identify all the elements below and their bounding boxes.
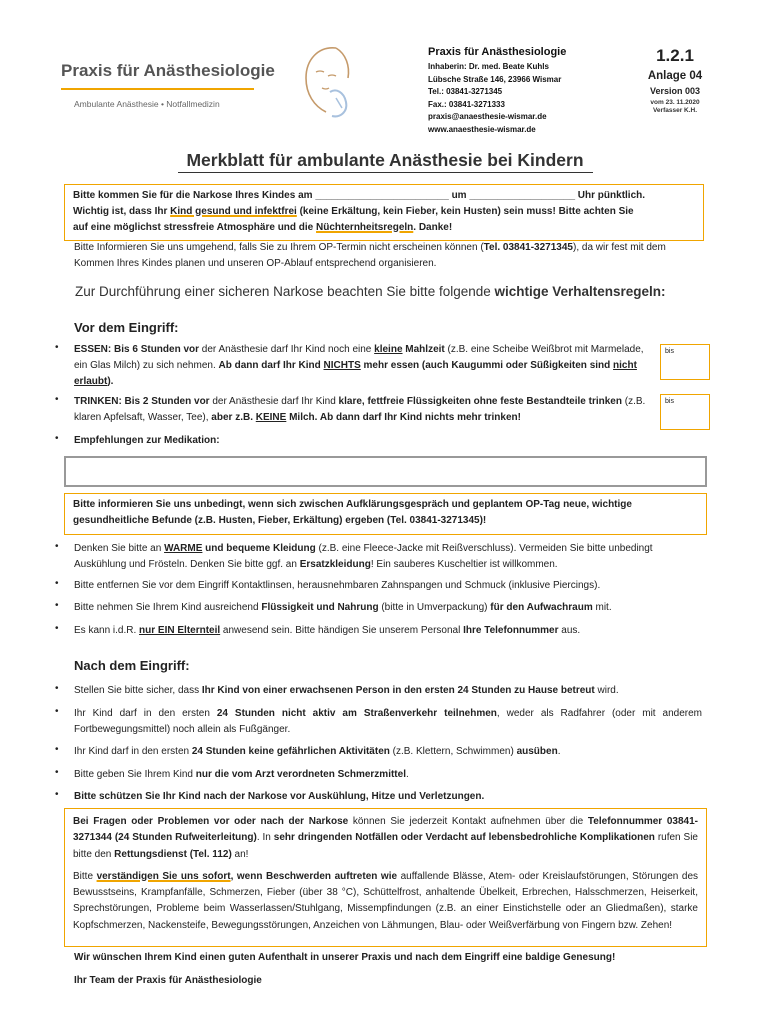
emergency-box: Bei Fragen oder Problemen vor oder nach der Narkose können Sie jederzeit Kontakt aufnehmen über die Telefonnummer 03841-3271344 (24 Stunden Rufweiterleitung). In sehr dringenden Notfällen oder Verdacht auf lebensbedrohliche Komplikationen rufen Sie bitte den Rettungsdienst (Tel. 112) an! Bitte verständigen Sie uns sofort, wenn Beschwerden auftreten wie auffallende Blässe, Atem- oder Kreislaufstörungen, Störungen des Bewusstseins, Krampfanfälle, Schmerzen, Fieber (über 38 °C), Schüttelfrost, anhaltende Übelkeit, Erbrechen, Halsschmerzen, Heiserkeit, Sprechstörungen, Probleme beim Wasserlassen/Stuhlgang, Missempfindungen (z.B. an einer Einstichstelle oder an Gliedmaßen), starke Kopfschmerzen, Nackensteife, Bewegungsstörungen, Anzeichen von Lähmungen, Blau- oder Weißverfärbung von Fingern bzw. Zehen! [64,808,707,947]
bullet-icon: • [55,744,59,755]
list-item-clothing: Denken Sie bitte an WARME und bequeme Kleidung (z.B. eine Fleece-Jacke mit Reißverschluss). Vermeiden Sie bitte unbedingt Auskühlung und Frösteln. Denken Sie bitte ggf. an Ersatzkleidung! Ein sauberes Kuscheltier ist willkommen. [74,543,653,570]
logo-title: Praxis für Anästhesiologie [61,61,275,80]
health-notice-box: Bitte informieren Sie uns unbedingt, wenn sich zwischen Aufklärungsgespräch und geplantem OP-Tag neue, wichtige gesundheitliche Befunde (z.B. Husten, Fieber, Erkältung) ergeben (Tel. 03841-3271345)! [64,493,707,535]
time-field-trinken[interactable]: bis [660,394,710,430]
list-item-painkillers: Bitte geben Sie Ihrem Kind nur die vom Arzt verordneten Schmerzmittel. [74,769,409,780]
bullet-icon: • [55,706,59,717]
list-item-essen: ESSEN: Bis 6 Stunden vor der Anästhesie darf Ihr Kind noch eine kleine Mahlzeit (z.B. eine Scheibe Weißbrot mit Marmelade, ein Glas Milch) zu sich nehmen. Ab dann darf Ihr Kind NICHTS mehr essen (auch Kaugummi oder Süßigkeiten sind nicht erlaubt). [74,344,644,387]
practice-address: Inhaberin: Dr. med. Beate Kuhls Lübsche Straße 146, 23966 Wismar Tel.: 03841-3271345 Fax.: 03841-3271333 praxis@anaesthesie-wismar.de www.anaesthesie-wismar.de [428,62,562,134]
closing-text: Wir wünschen Ihrem Kind einen guten Aufenthalt in unserer Praxis und nach dem Eingriff eine baldige Genesung! [74,952,616,963]
before-heading: Vor dem Eingriff: [74,320,179,335]
list-item-medication: Empfehlungen zur Medikation: [74,435,220,446]
bullet-icon: • [55,600,59,611]
bullet-icon: • [55,767,59,778]
time-field-essen[interactable]: bis [660,344,710,380]
document-date: vom 23. 11.2020 Verfasser K.H. [650,99,700,114]
list-item-food: Bitte nehmen Sie Ihrem Kind ausreichend Flüssigkeit und Nahrung (bitte in Umverpackung) für den Aufwachraum mit. [74,602,612,613]
list-item-parent: Es kann i.d.R. nur EIN Elternteil anwesend sein. Bitte händigen Sie unserem Personal Ihre Telefonnummer aus. [74,625,581,636]
bullet-icon: • [55,578,59,589]
list-item-activities: Ihr Kind darf in den ersten 24 Stunden keine gefährlichen Aktivitäten (z.B. Klettern, Schwimmen) ausüben. [74,746,561,757]
list-item-protection: Bitte schützen Sie Ihr Kind nach der Narkose vor Auskühlung, Hitze und Verletzungen. [74,791,485,802]
list-item-traffic: Ihr Kind darf in den ersten 24 Stunden nicht aktiv am Straßenverkehr teilnehmen, weder als Radfahrer (oder mit anderem Fortbewegungsmittel) noch allein als Fußgänger. [74,708,702,735]
bullet-icon: • [55,433,59,444]
bullet-icon: • [55,789,59,800]
document-number: 1.2.1 [656,46,694,65]
document-annex: Anlage 04 [647,70,703,82]
logo-divider [61,88,254,90]
practice-name: Praxis für Anästhesiologie [428,46,567,58]
title-underline [178,172,593,173]
rules-subheading: Zur Durchführung einer sicheren Narkose beachten Sie bitte folgende wichtige Verhaltensregeln: [75,284,666,299]
bullet-icon: • [55,683,59,694]
sleeping-child-icon [296,42,354,122]
after-heading: Nach dem Eingriff: [74,658,190,673]
document-version: Version 003 [649,86,701,96]
list-item-trinken: TRINKEN: Bis 2 Stunden vor der Anästhesie darf Ihr Kind klare, fettfreie Flüssigkeiten ohne feste Bestandteile trinken (z.B. klaren Apfelsaft, Wasser, Tee), aber z.B. KEINE Milch. Ab dann darf Ihr Kind nichts mehr trinken! [74,396,646,423]
page-title: Merkblatt für ambulante Anästhesie bei Kindern [186,150,584,170]
signature-team: Ihr Team der Praxis für Anästhesiologie [74,975,262,986]
intro-paragraph: Bitte Informieren Sie uns umgehend, falls Sie zu Ihrem OP-Termin nicht erscheinen können (Tel. 03841-3271345), da wir fest mit dem Kommen Ihres Kindes planen und unseren OP-Ablauf entsprechend organisieren. [74,242,666,269]
bullet-icon: • [55,541,59,552]
list-item-contacts: Bitte entfernen Sie vor dem Eingriff Kontaktlinsen, herausnehmbaren Zahnspangen und Schmuck (inklusive Piercings). [74,580,601,591]
bullet-icon: • [55,394,59,405]
medication-field[interactable] [64,456,707,487]
logo-subtitle: Ambulante Anästhesie • Notfallmedizin [74,99,220,109]
bullet-icon: • [55,623,59,634]
bullet-icon: • [55,342,59,353]
list-item-supervision: Stellen Sie bitte sicher, dass Ihr Kind von einer erwachsenen Person in den ersten 24 Stunden zu Hause betreut wird. [74,685,619,696]
appointment-box: Bitte kommen Sie für die Narkose Ihres Kindes am ________________________ um ___________________ Uhr pünktlich. Wichtig ist, dass Ihr Kind gesund und infektfrei (keine Erkältung, kein Fieber, kein Husten) sein muss! Bitte achten Sie auf eine möglichst stressfreie Atmosphäre und die Nüchternheitsregeln. Danke! [64,184,704,241]
